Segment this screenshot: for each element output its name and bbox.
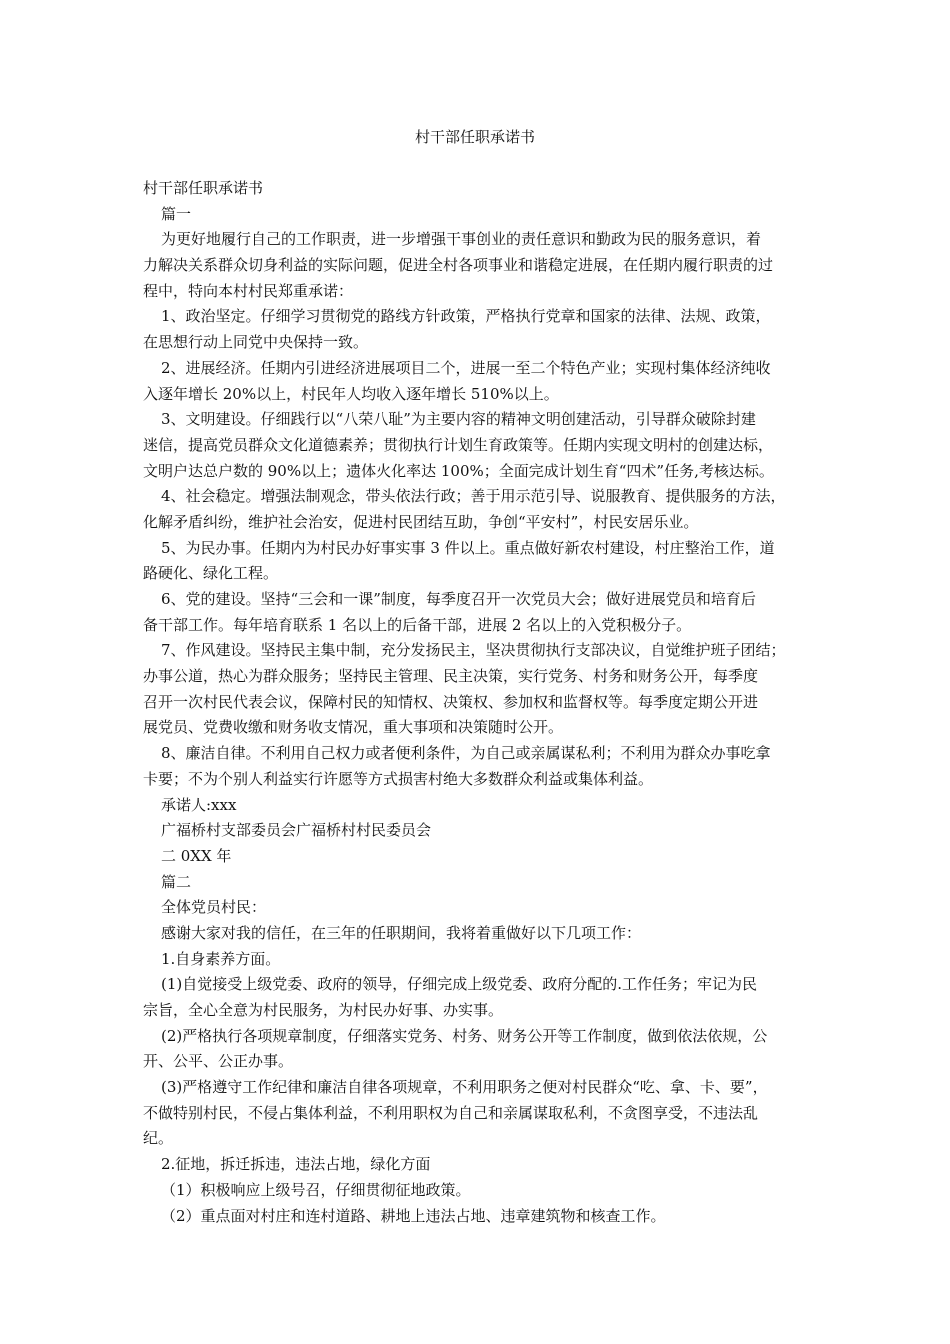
paragraph-line: 卡要；不为个别人利益实行许愿等方式损害村绝大多数群众利益或集体利益。 [143, 769, 654, 788]
paragraph-line: 3、文明建设。仔细践行以“八荣八耻”为主要内容的精神文明创建活动，引导群众破除封建 [161, 410, 756, 429]
paragraph-line: 备干部工作。每年培育联系 1 名以上的后备干部，进展 2 名以上的入党积极分子。 [143, 615, 692, 634]
paragraph-line: 纪。 [143, 1129, 174, 1148]
paragraph-line: 路硬化、绿化工程。 [143, 564, 279, 583]
paragraph-line: 承诺人:xxx [161, 795, 237, 814]
paragraph-line: (2)严格执行各项规章制度，仔细落实党务、村务、财务公开等工作制度，做到依法依规，公 [161, 1026, 768, 1045]
paragraph-line: 宗旨，全心全意为村民服务，为村民办好事、办实事。 [143, 1001, 504, 1019]
paragraph-line: 程中，特向本村村民郑重承诺： [143, 281, 354, 300]
paragraph-line: （1）积极响应上级号召，仔细贯彻征地政策。 [161, 1180, 471, 1199]
paragraph-line: 展党员、党费收缴和财务收支情况，重大事项和决策随时公开。 [143, 718, 564, 737]
paragraph-line: 召开一次村民代表会议，保障村民的知情权、决策权、参加权和监督权等。每季度定期公开进 [143, 692, 759, 711]
paragraph-line: 文明户达总户数的 90%以上；遗体火化率达 100%；全面完成计划生育“四术”任务,考核达标。 [143, 461, 774, 480]
paragraph-line: 2.征地，拆迁拆违，违法占地，绿化方面 [161, 1155, 431, 1174]
paragraph-line: 1.自身素养方面。 [161, 949, 281, 968]
paragraph-line: 1、政治坚定。仔细学习贯彻党的路线方针政策，严格执行党章和国家的法律、法规、政策， [161, 307, 771, 326]
document-title: 村干部任职承诺书 [414, 128, 535, 146]
paragraph-line: 全体党员村民： [161, 898, 267, 917]
paragraph-line: 办事公道，热心为群众服务；坚持民主管理、民主决策，实行党务、村务和财务公开，每季度 [143, 667, 759, 686]
paragraph-line: 不做特别村民，不侵占集体利益，不利用职权为自己和亲属谋取私利，不贪图享受，不违法乱 [143, 1103, 759, 1122]
paragraph-line: 4、社会稳定。增强法制观念，带头依法行政；善于用示范引导、说服教育、提供服务的方法， [161, 487, 786, 506]
paragraph-line: 7、作风建设。坚持民主集中制，充分发扬民主，坚决贯彻执行支部决议，自觉维护班子团结； [161, 641, 786, 660]
paragraph-line: 为更好地履行自己的工作职责，进一步增强干事创业的责任意识和勤政为民的服务意识，着 [161, 230, 762, 249]
paragraph-line: 二 0XX 年 [161, 846, 232, 865]
paragraph-line: 村干部任职承诺书 [143, 179, 264, 197]
paragraph-line: 5、为民办事。任期内为村民办好事实事 3 件以上。重点做好新农村建设，村庄整治工作，道 [161, 538, 775, 557]
paragraph-line: 化解矛盾纠纷，维护社会治安，促进村民团结互助，争创“平安村”，村民安居乐业。 [143, 512, 699, 531]
paragraph-line: 8、廉洁自律。不利用自己权力或者便利条件，为自己或亲属谋私利；不利用为群众办事吃拿 [161, 744, 771, 763]
paragraph-line: 开、公平、公正办事。 [143, 1052, 294, 1071]
paragraph-line: 在思想行动上同党中央保持一致。 [143, 333, 369, 352]
paragraph-line: 广福桥村支部委员会广福桥村村民委员会 [161, 821, 432, 840]
paragraph-line: (3)严格遵守工作纪律和廉洁自律各项规章，不利用职务之便对村民群众“吃、拿、卡、要”， [161, 1078, 768, 1097]
paragraph-line: 迷信，提高党员群众文化道德素养；贯彻执行计划生育政策等。任期内实现文明村的创建达标， [143, 435, 774, 454]
paragraph-line: 入逐年增长 20%以上，村民年人均收入逐年增长 510%以上。 [143, 384, 559, 403]
paragraph-line: （2）重点面对村庄和连村道路、耕地上违法占地、违章建筑物和核查工作。 [161, 1206, 666, 1225]
paragraph-line: 2、进展经济。任期内引进经济进展项目二个，进展一至二个特色产业；实现村集体经济纯收 [161, 358, 771, 377]
paragraph-line: 篇二 [161, 872, 192, 891]
document-body [143, 176, 823, 1229]
paragraph-line: 篇一 [161, 204, 192, 223]
paragraph-line: (1)自觉接受上级党委、政府的领导，仔细完成上级党委、政府分配的.工作任务；牢记为民 [161, 975, 758, 994]
paragraph-line: 6、党的建设。坚持“三会和一课”制度，每季度召开一次党员大会；做好进展党员和培育后 [161, 590, 756, 608]
paragraph-line: 力解决关系群众切身利益的实际问题，促进全村各项事业和谐稳定进展，在任期内履行职责的过 [143, 256, 774, 275]
paragraph-line: 感谢大家对我的信任，在三年的任职期间，我将着重做好以下几项工作： [161, 923, 642, 942]
